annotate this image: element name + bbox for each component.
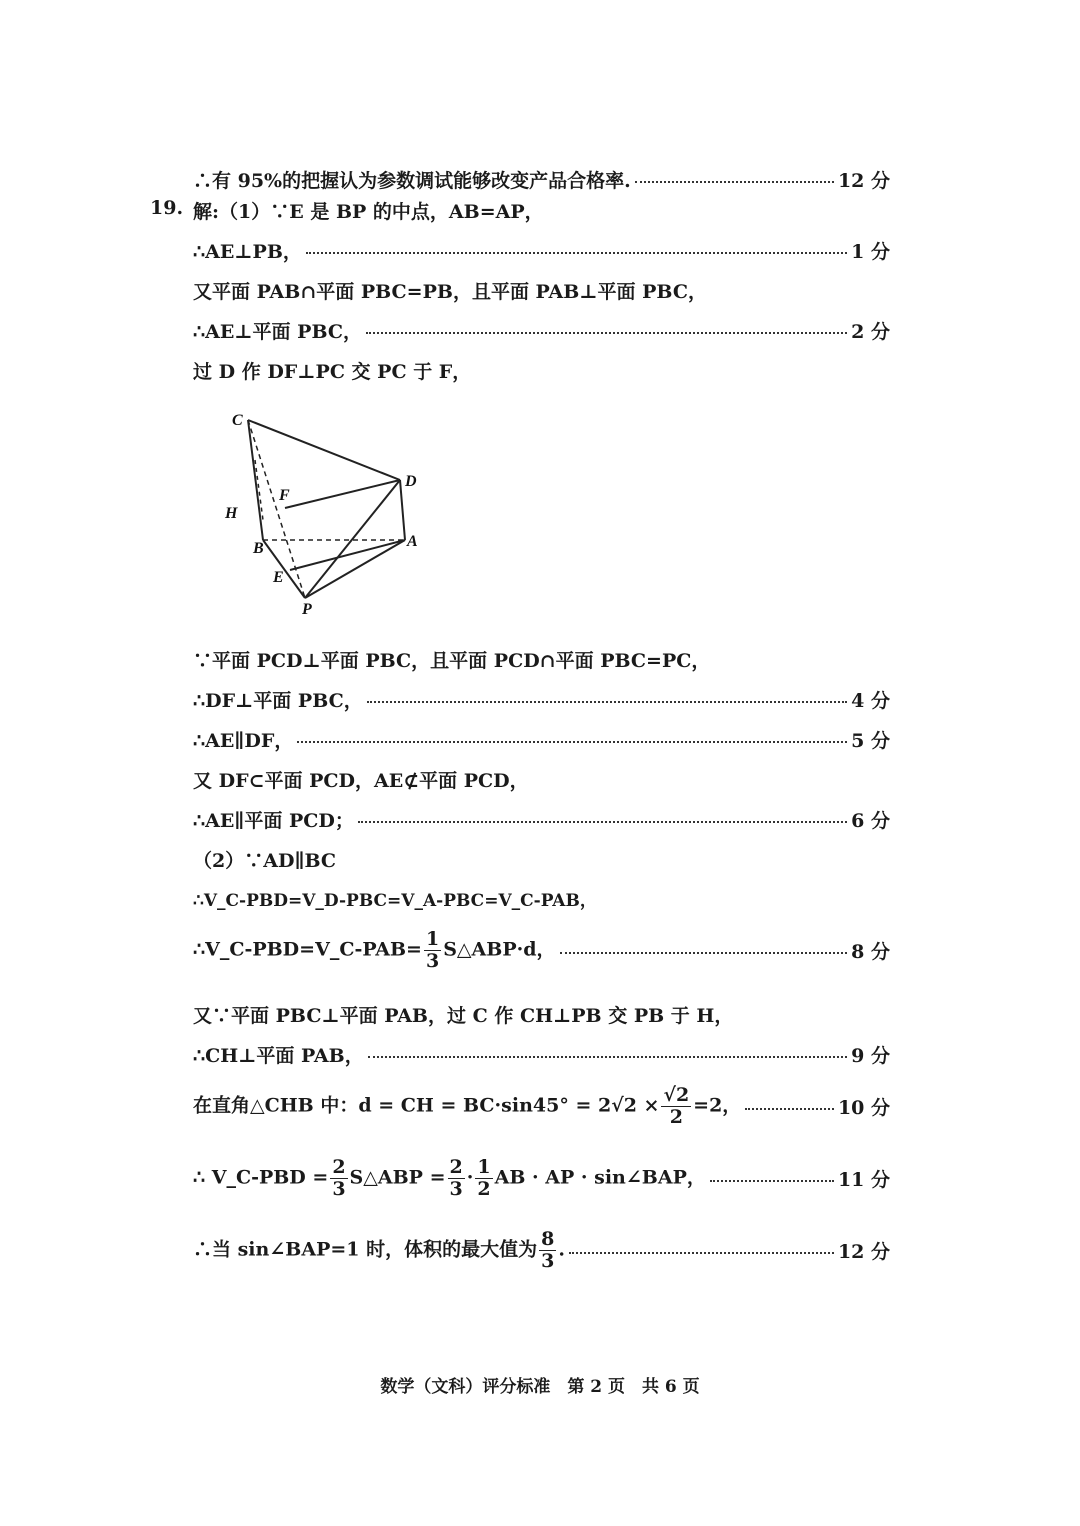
- line-text: 又平面 PAB∩平面 PBC=PB，且平面 PAB⊥平面 PBC，: [193, 281, 707, 303]
- label-A: A: [407, 533, 418, 550]
- score: 6 分: [851, 810, 890, 832]
- segment-FD: [285, 480, 400, 508]
- formula: ∴ V_C-PBD = $\frac{2}{3}$ S△ABP = $\frac{2}{3}$ · $\frac{1}{2}$ AB · AP · sin∠BAP，: [193, 1156, 706, 1200]
- formula-part: .: [558, 1238, 565, 1261]
- leader-dots: [560, 952, 848, 954]
- fraction: [424, 930, 441, 971]
- edge-CB: [248, 420, 263, 540]
- pyramid-diagram: [215, 400, 435, 620]
- step-line: [193, 806, 890, 833]
- step-line: [193, 686, 890, 713]
- score: 5 分: [851, 730, 890, 752]
- denominator: 3: [541, 1250, 555, 1272]
- fraction: [475, 1158, 492, 1199]
- denominator: 2: [477, 1178, 491, 1200]
- formula: [193, 930, 556, 971]
- leader-dots: [569, 1252, 834, 1254]
- question-number: 19.: [150, 197, 184, 219]
- formula-part: S△ABP =: [349, 1166, 446, 1189]
- score: 2 分: [851, 321, 890, 343]
- line-text: 又 DF⊂平面 PCD，AE⊄平面 PCD，: [193, 770, 529, 792]
- label-F: F: [279, 487, 290, 504]
- line-text: ∴有 95%的把握认为参数调试能够改变产品合格率.: [193, 170, 631, 192]
- formula-part: ∴V_C-PBD=V_C-PAB=: [193, 938, 422, 961]
- line-text: ∴AE∥DF，: [193, 730, 294, 752]
- numerator: 2: [449, 1156, 463, 1178]
- fraction: [539, 1230, 556, 1271]
- step-line: [193, 317, 890, 344]
- edge-DP: [305, 480, 400, 598]
- formula-part: ∴ V_C-PBD =: [193, 1166, 329, 1189]
- formula-part: ∴当 sin∠BAP=1 时，体积的最大值为: [193, 1238, 538, 1261]
- line-text: ∴AE∥平面 PCD；: [193, 810, 354, 832]
- label-E: E: [273, 569, 284, 586]
- numerator: 1: [477, 1156, 491, 1178]
- score: 10 分: [837, 1097, 890, 1119]
- leader-dots: [635, 181, 834, 183]
- step-line: [193, 1086, 890, 1127]
- formula: [193, 1230, 565, 1271]
- leader-dots: [358, 821, 847, 823]
- score: 9 分: [851, 1045, 890, 1067]
- leader-dots: [297, 741, 847, 743]
- step-line: [193, 1041, 890, 1068]
- leader-dots: [368, 1056, 847, 1058]
- numerator: 8: [541, 1228, 555, 1250]
- leader-dots: [306, 252, 847, 254]
- leader-dots: [367, 701, 847, 703]
- step-line: [193, 930, 890, 971]
- denominator: 2: [669, 1106, 683, 1128]
- line-text: （2）∵AD∥BC: [193, 850, 337, 872]
- label-H: H: [225, 505, 238, 522]
- label-B: B: [253, 540, 264, 557]
- page-footer: 数学（文科）评分标准 第 2 页 共 6 页: [380, 1377, 700, 1397]
- score: 8 分: [851, 941, 890, 963]
- line-text: ∴V_C-PBD=V_D-PBC=V_A-PBC=V_C-PAB，: [193, 891, 597, 911]
- label-P: P: [302, 601, 312, 618]
- fraction: [330, 1158, 347, 1199]
- formula-part: =2，: [693, 1094, 742, 1117]
- step-line: [193, 237, 890, 264]
- step-line: [193, 726, 890, 753]
- line-text: ∴CH⊥平面 PAB，: [193, 1045, 364, 1067]
- formula-part: S△ABP·d，: [443, 938, 556, 961]
- numerator: √2: [663, 1084, 690, 1106]
- label-C: C: [232, 412, 243, 429]
- score: 12 分: [837, 170, 890, 192]
- numerator: 2: [332, 1156, 346, 1178]
- score: 12 分: [837, 1241, 890, 1263]
- leader-dots: [745, 1108, 834, 1110]
- edge-BP: [263, 540, 305, 598]
- leader-dots: [366, 332, 847, 334]
- line-text: 解:（1）∵E 是 BP 的中点，AB=AP，: [193, 201, 544, 223]
- line-text: ∴AE⊥平面 PBC，: [193, 321, 362, 343]
- line-text: ∵平面 PCD⊥平面 PBC，且平面 PCD∩平面 PBC=PC，: [193, 650, 711, 672]
- formula-part: AB · AP · sin∠BAP，: [494, 1166, 706, 1189]
- line-text: ∴AE⊥PB，: [193, 241, 302, 263]
- label-D: D: [405, 473, 417, 490]
- line-text: 又∵平面 PBC⊥平面 PAB，过 C 作 CH⊥PB 交 PB 于 H，: [193, 1005, 734, 1027]
- fraction: [448, 1158, 465, 1199]
- edge-CD: [248, 420, 400, 480]
- formula: [193, 1086, 741, 1127]
- step-line: [193, 1158, 890, 1199]
- edge-AP: [305, 540, 405, 598]
- line-text: 过 D 作 DF⊥PC 交 PC 于 F，: [193, 361, 472, 383]
- denominator: 3: [425, 950, 440, 972]
- score: 4 分: [851, 690, 890, 712]
- denominator: 3: [449, 1178, 463, 1200]
- leader-dots: [710, 1180, 834, 1182]
- score: 1 分: [851, 241, 890, 263]
- step-line: [193, 1230, 890, 1271]
- fraction: [661, 1086, 691, 1127]
- numerator: 1: [425, 928, 440, 950]
- line-text: ∴DF⊥平面 PBC，: [193, 690, 363, 712]
- score: 11 分: [837, 1169, 890, 1191]
- conclusion-line: [193, 166, 890, 193]
- formula-part: 在直角△CHB 中：d = CH = BC·sin45° = 2√2 ×: [193, 1094, 660, 1117]
- denominator: 3: [332, 1178, 346, 1200]
